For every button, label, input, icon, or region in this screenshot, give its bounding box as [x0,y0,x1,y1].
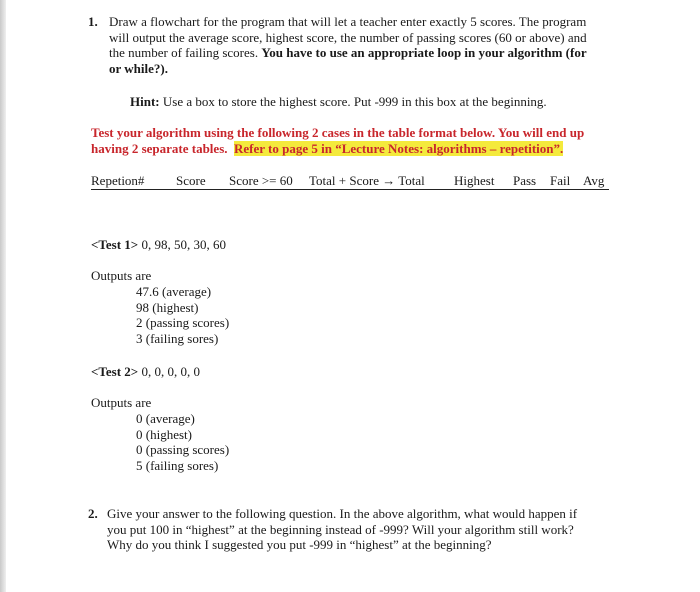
column-fail: Fail [550,173,571,188]
highlighted-reference: Refer to page 5 in “Lecture Notes: algorithms – repetition”. [234,140,564,156]
test-instructions-line-2: having 2 separate tables. Refer to page 5 in “Lecture Notes: algorithms – repetition”. [91,140,564,156]
question-1-line-2: will output the average score, highest score, the number of passing scores (60 or above) and [109,29,587,45]
test-1-output-passing: 2 (passing scores) [136,315,230,330]
test-instructions-line-1: Test your algorithm using the following 2 cases in the table format below. You will end up [91,125,585,140]
test-2-label: <Test 2> [91,364,139,379]
question-1-line-3b: You have to use an appropriate loop in your algorithm (for [261,45,587,60]
hint-label: Hint: [130,94,160,109]
trace-table-header [91,173,609,190]
test-2-output-passing: 0 (passing scores) [136,442,230,457]
question-1-line-3a: the number of failing scores. [109,45,262,60]
question-2-line-3: Why do you think I suggested you put -999 in “highest” at the beginning? [107,537,492,552]
column-repetition: Repetion# [91,173,145,188]
question-1-line-3 [109,45,624,61]
test-2 [91,364,200,380]
test-1-label: <Test 1> [91,237,139,252]
test-2-outputs-list [136,411,229,473]
column-avg: Avg [583,173,605,188]
question-1-text [109,14,624,76]
column-score-pass-check: Score >= 60 [229,173,293,188]
question-1-line-1: Draw a flowchart for the program that will let a teacher enter exactly 5 scores. The program [109,14,587,29]
test-1-outputs-label: Outputs are [91,268,152,283]
question-2-number: 2. [88,506,98,521]
test-2-output-average: 0 (average) [136,411,195,426]
question-2-text [107,506,627,553]
question-1-line-4: or while?). [109,60,168,76]
hint [130,94,547,110]
test-1 [91,237,226,253]
question-2-line-2: you put 100 in “highest” at the beginning instead of -999? Will your algorithm still work? [107,521,574,537]
test-1-output-failing: 3 (failing sores) [136,330,219,346]
test-1-values: 0, 98, 50, 30, 60 [138,237,226,252]
test-1-output-highest: 98 (highest) [136,299,199,315]
hint-text: Use a box to store the highest score. Put -999 in this box at the beginning. [159,94,547,109]
column-score: Score [176,173,206,188]
column-pass: Pass [513,173,537,188]
test-2-outputs-label: Outputs are [91,395,152,410]
test-1-outputs-list [136,284,229,346]
test-2-values: 0, 0, 0, 0, 0 [138,364,200,379]
test-instructions [91,125,631,156]
test-1-output-average: 47.6 (average) [136,284,212,299]
test-2-output-highest: 0 (highest) [136,426,192,442]
test-2-output-failing: 5 (failing sores) [136,457,219,473]
question-2-line-1: Give your answer to the following question. In the above algorithm, what would happen if [107,506,578,521]
column-total: Total + Score → Total [309,173,425,188]
column-highest: Highest [454,173,495,188]
question-1-number: 1. [88,14,98,29]
